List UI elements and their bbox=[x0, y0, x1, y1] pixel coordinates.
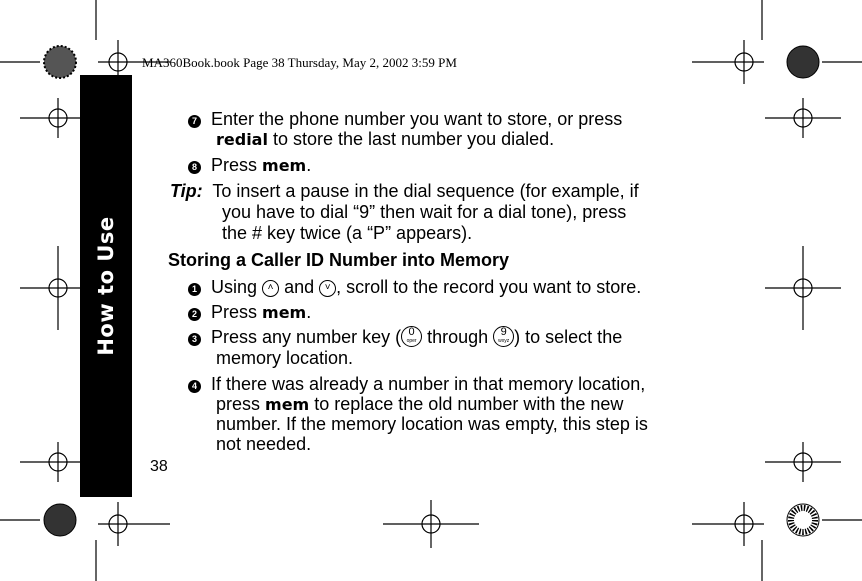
crosshair-tr bbox=[692, 40, 764, 84]
step-2: 2 Press mem. bbox=[188, 302, 311, 323]
step-1: 1 Using ˄ and ˅ , scroll to the record you want to store. bbox=[188, 277, 641, 297]
page-number: 38 bbox=[150, 458, 168, 475]
crosshair-r1 bbox=[765, 98, 841, 138]
crosshair-bl bbox=[98, 502, 170, 546]
rosette-tr bbox=[787, 46, 819, 78]
step-4-line-4: not needed. bbox=[216, 434, 312, 454]
tip-line-1: Tip: To insert a pause in the dial sequence (for example, if bbox=[170, 181, 639, 201]
step-number: 4 bbox=[188, 380, 201, 393]
keyword: mem bbox=[265, 395, 310, 414]
step-4-line-1: 4 If there was already a number in that memory location, bbox=[188, 374, 645, 394]
step-7-line-1: 7 Enter the phone number you want to store, or press bbox=[188, 109, 622, 129]
step-4-line-2: press mem to replace the old number with the new bbox=[216, 394, 624, 414]
side-tab-label: How to Use bbox=[94, 216, 118, 356]
key-9-icon: 9 wxyz bbox=[493, 326, 514, 347]
rosette-br bbox=[787, 504, 819, 536]
rosette-tl bbox=[44, 46, 76, 78]
tip-line-2: you have to dial “9” then wait for a dial tone), press bbox=[222, 202, 627, 222]
step-7-line-2: redial to store the last number you dialed. bbox=[216, 129, 555, 149]
key-0-icon: 0 oper bbox=[401, 326, 422, 347]
up-arrow-key-icon: ˄ bbox=[262, 280, 279, 297]
step-8: 8 Press mem. bbox=[188, 155, 311, 176]
tip-line-3: the # key twice (a “P” appears). bbox=[222, 223, 473, 243]
down-arrow-key-icon: ˅ bbox=[319, 280, 336, 297]
section-heading: Storing a Caller ID Number into Memory bbox=[168, 250, 510, 270]
tip-label: Tip: bbox=[170, 181, 203, 201]
step-3-line-1: 3 Press any number key ( 0 oper through 9 wxyz ) to select the bbox=[188, 327, 622, 349]
keyword: mem bbox=[262, 156, 307, 175]
step-number: 7 bbox=[188, 115, 201, 128]
crosshair-br bbox=[692, 502, 764, 546]
step-number: 3 bbox=[188, 333, 201, 346]
rosette-bl bbox=[44, 504, 76, 536]
crosshair-bc bbox=[383, 500, 479, 548]
step-4-line-3: number. If the memory location was empty, this step is bbox=[216, 414, 648, 434]
keyword: mem bbox=[262, 303, 307, 322]
step-number: 2 bbox=[188, 308, 201, 321]
step-number: 8 bbox=[188, 161, 201, 174]
print-header: MA360Book.book Page 38 Thursday, May 2, 2002 3:59 PM bbox=[142, 55, 457, 70]
keyword: redial bbox=[216, 130, 268, 149]
step-number: 1 bbox=[188, 283, 201, 296]
step-3-line-2: memory location. bbox=[216, 348, 354, 368]
crosshair-r3 bbox=[765, 442, 841, 482]
crosshair-r2 bbox=[765, 246, 841, 330]
